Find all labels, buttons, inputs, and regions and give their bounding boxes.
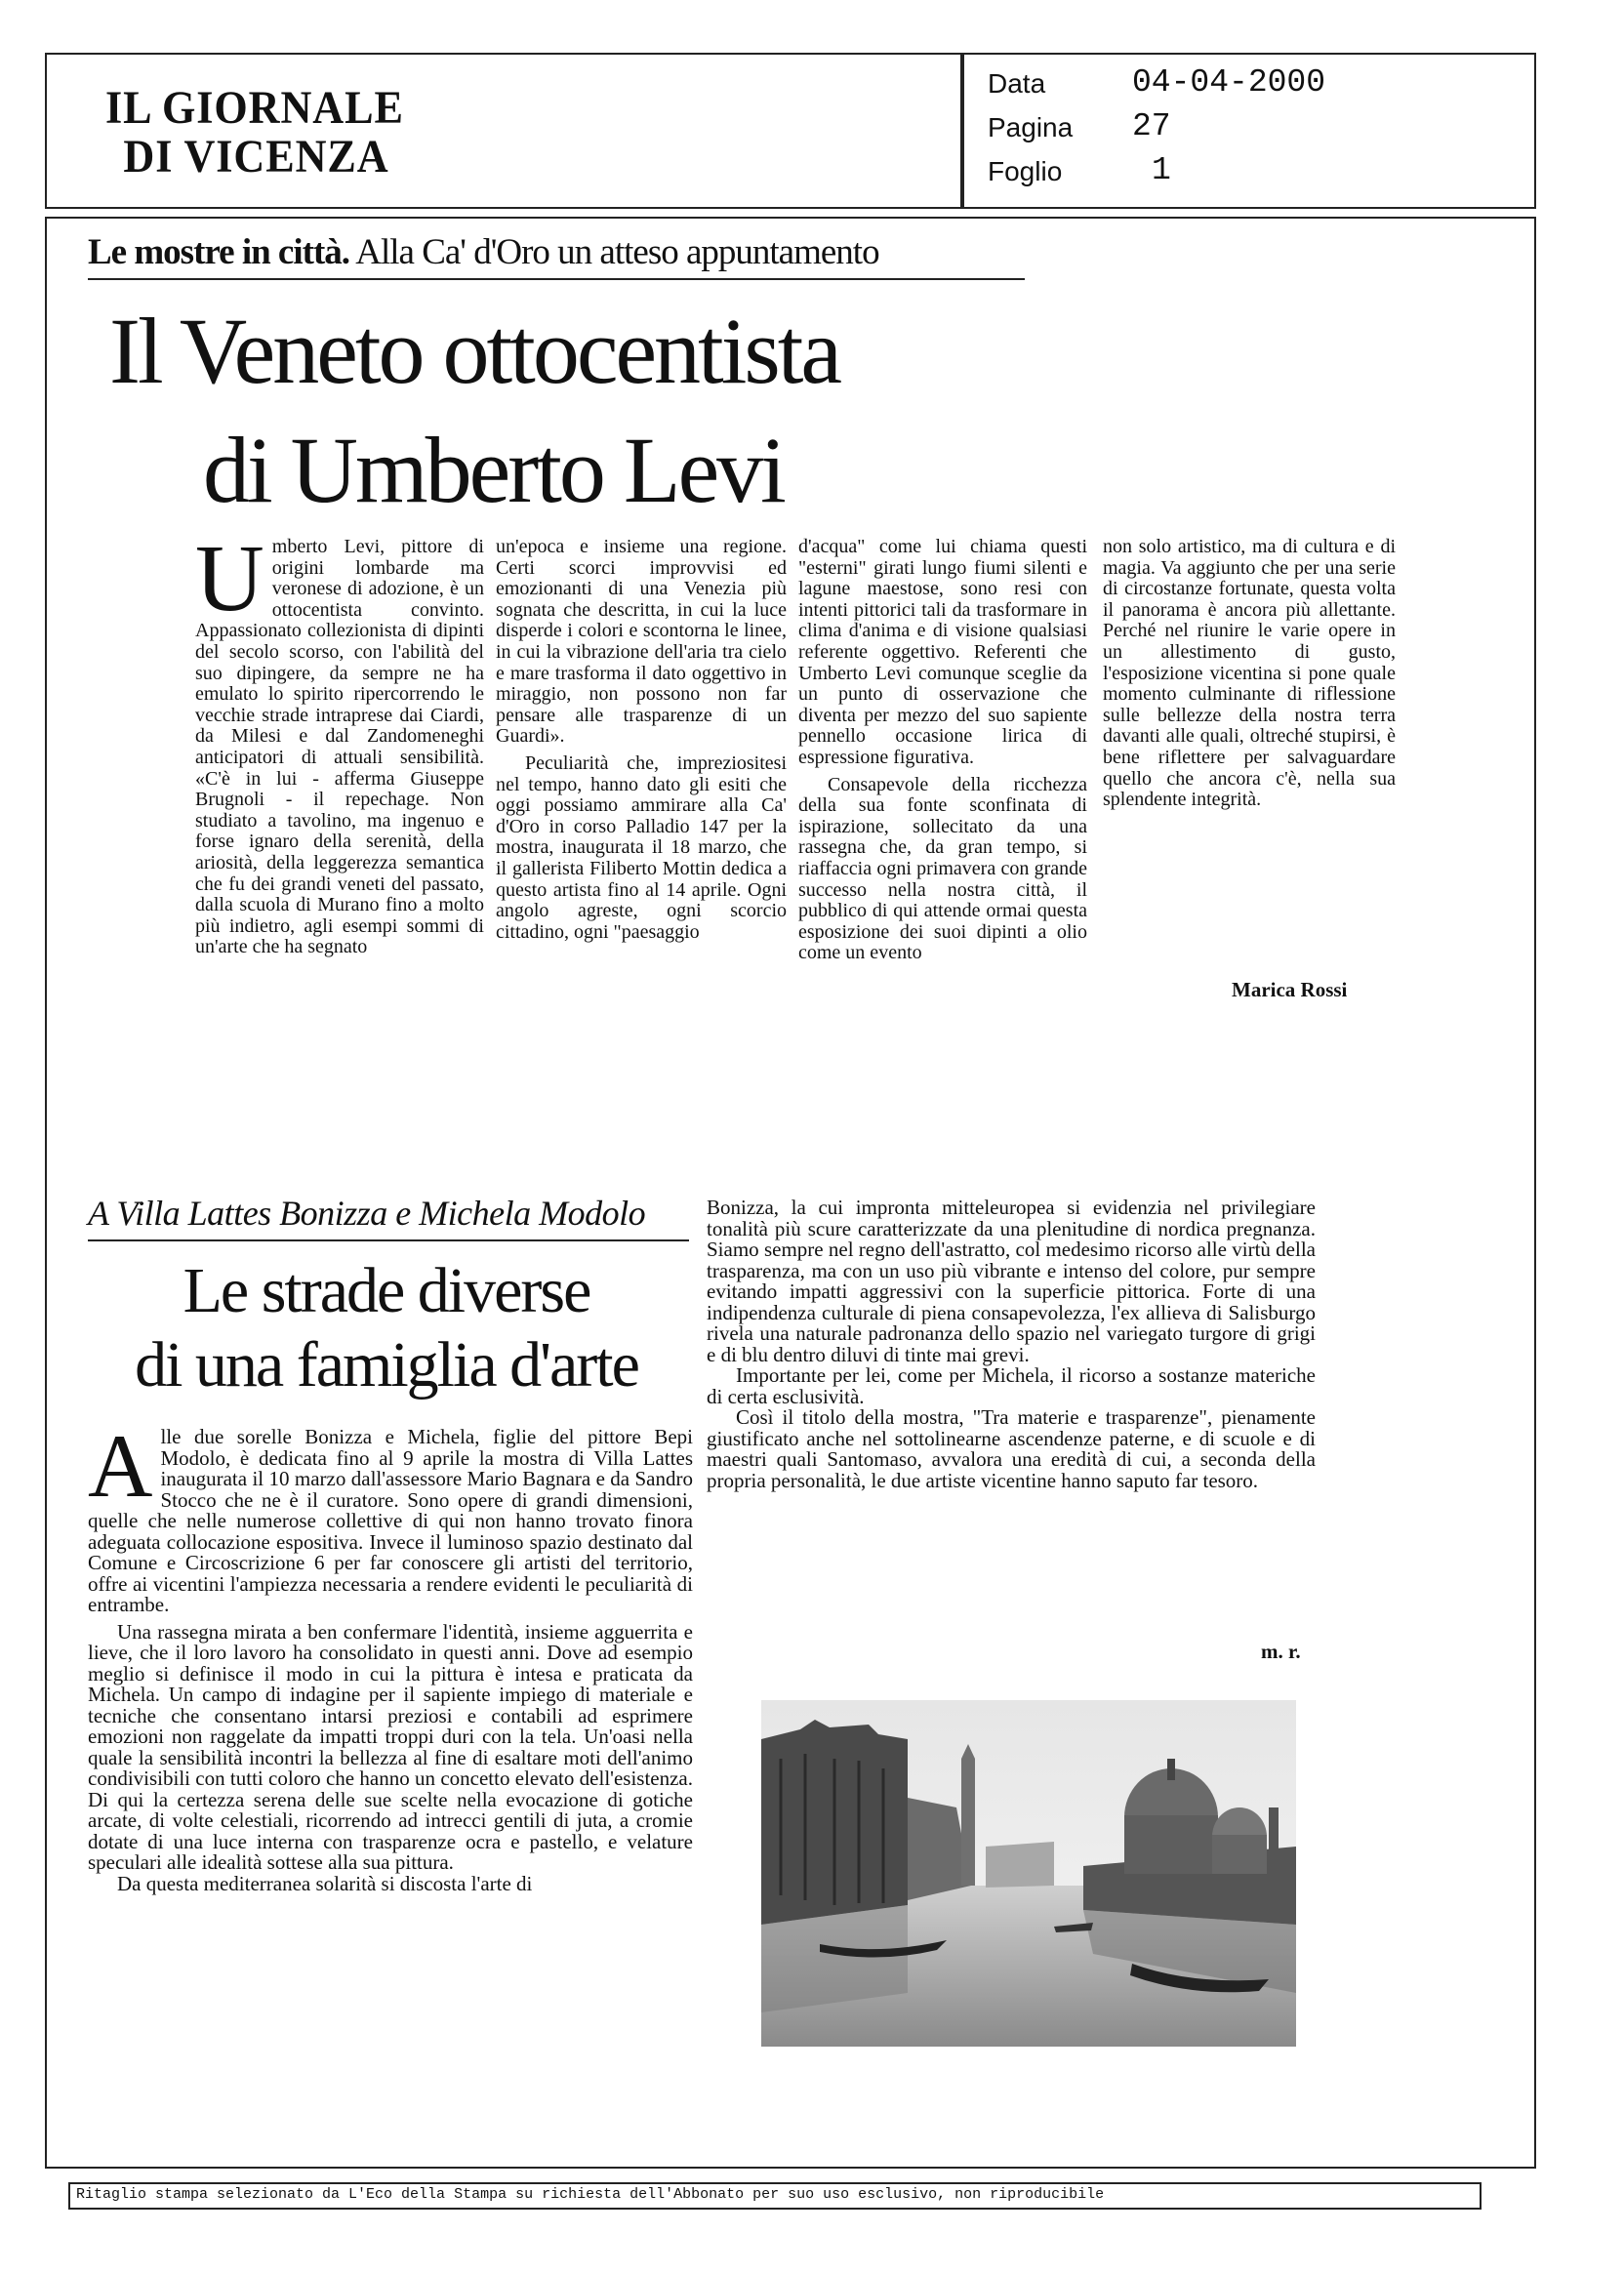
article1-col2-paragraph-2: Peculiarità che, impreziositesi nel tempo, hanno dato gli esiti che oggi possiamo ammirare alla Ca' d'Oro in corso Palladio 147 per la mostra, inaugurata il 18 marzo, che il gallerista Filiberto Mottin dedica a questo artista fino al 14 aprile. Ogni angolo agreste, ogni scorcio cittadino, ogni "paesaggio [496, 751, 787, 943]
footer-text: Ritaglio stampa selezionato da L'Eco della Stampa su richiesta dell'Abbonato per suo uso esclusivo, non riproducibile [76, 2186, 1105, 2203]
article1-kicker-rule [88, 278, 1025, 280]
article1-column-3 [798, 537, 1087, 1157]
article1-column-4 [1103, 537, 1396, 986]
article1-col4-paragraph-1: non solo artistico, ma di cultura e di magia. Va aggiunto che per una serie di circostanze fortunate, questa volta il panorama è ancora più allettante. Perché nel riunire le varie opere in un allestimento di gusto, l'esposizione vicentina si pone quale momento culminante di riflessione sulle bellezze della nostra terra davanti alle quali, oltreché stupirsi, è bene riflettere per salvaguardare quello che ancora c'è, nella sua splendente integrità. [1103, 537, 1396, 811]
article1-byline: Marica Rossi [1232, 978, 1348, 1001]
article2-right-paragraph-1: Bonizza, la cui impronta mitteleuropea si evidenzia nel privilegiare tonalità più scure caratterizzate da una plenitudine di nordica pregnanza. Siamo sempre nel regno dell'astratto, col medesimo ricorso alle virtù della trasparenza, ma con un uso più vibrante e intenso del colore, pur sempre evitando impatti aggressivi con la superficie pittorica. Forte di una indipendenza culturale di piena consapevolezza, l'ex allieva di Salisburgo rivela una naturale padronanza dello spazio nel variegato turgore di grigi e di blu dentro diluvi di tinte mai grevi. [707, 1198, 1316, 1366]
article1-col1-paragraph: mberto Levi, pittore di origini lombarde ma veronese di adozione, è un ottocentista convinto. Appassionato collezionista di dipinti del secolo scorso, con l'abilità del suo dipingere, da sempre ne ha emulato lo spirito ripercorrendo le vecchie strade intraprese dai Ciardi, da Milesi e dal Zandomeneghi anticipatori di attuali sensibilità. «C'è in lui - afferma Giuseppe Brugnoli - il repechage. Non studiato a tavolino, ma ingenuo e forse ignaro della serenità, della ariosità, della leggerezza semantica che fu dei grandi veneti del passato, dalla scuola di Murano fino a molto più indietro, agli esempi sommi di un'arte che ha segnato [195, 537, 484, 958]
meta-sheet-value: 1 [1152, 152, 1171, 188]
article2-headline-line1: Le strade diverse [183, 1255, 590, 1326]
venice-photo [761, 1700, 1296, 2047]
article2-dropcap: A [88, 1427, 153, 1516]
article1-kicker-rest: Alla Ca' d'Oro un atteso appuntamento [349, 232, 879, 272]
article1-col3-paragraph-1: d'acqua" come lui chiama questi "esterni" girati lungo fiumi silenti e lagune maestose, sono resi con intenti pittorici tali da trasformare in clima d'anima e di visione qualsiasi referente oggettivo. Referenti che Umberto Levi comunque sceglie da un punto di osservazione che diventa per mezzo del suo sapiente pennello occasione lirica di espressione figurativa. [798, 537, 1087, 768]
article1-kicker-bold: Le mostre in città. [88, 232, 350, 272]
article1-headline-line2: di Umberto Levi [203, 418, 784, 522]
article1-column-2 [496, 537, 787, 1157]
article1-dropcap: U [195, 537, 264, 631]
masthead-line1: IL GIORNALE [105, 82, 404, 134]
article2-left-column [88, 1427, 693, 2100]
meta-page-value: 27 [1132, 108, 1171, 144]
article2-byline: m. r. [1261, 1640, 1301, 1663]
article2-kicker: A Villa Lattes Bonizza e Michela Modolo [88, 1194, 646, 1233]
meta-date-label: Data [988, 68, 1046, 99]
article1-column-1 [195, 537, 484, 1157]
article2-right-column [707, 1198, 1316, 1656]
meta-sheet-label: Foglio [988, 156, 1063, 186]
meta-date-value: 04-04-2000 [1132, 64, 1326, 101]
article2-left-paragraph-2: Una rassegna mirata a ben confermare l'identità, insieme agguerrita e lieve, che il loro lavoro ha consolidato in questi anni. Dove ad esempio meglio si definisce il modo in cui la pittura è intesa e praticata da Michela. Un campo di indagine per il sapiente impiego di materiale e tecniche che consentano intarsi preziosi e contabili ad esprimere emozioni non raggelate da impatti troppi duri con la tela. Un'oasi nella quale la sensibilità incontri la bellezza al fine di esaltare moti dell'animo condivisibili con tutti coloro che hanno un concetto elevato dell'esistenza. Di qui la certezza serena delle sue scelte nella evocazione di gotiche arcate, di volte celestiali, ricorrendo ad intrecci gentili di juta, a cromie dotate di una luce interna con trasparenze ocra e pastello, e velature speculari alle idealità sottese alla sua pittura. [88, 1619, 693, 1874]
article2-left-paragraph-1: lle due sorelle Bonizza e Michela, figlie del pittore Bepi Modolo, è dedicata fino al 9 aprile la mostra di Villa Lattes inaugurata il 10 marzo dall'assessore Mario Bagnara e da Sandro Stocco che ne è il curatore. Sono opere di grandi dimensioni, quelle che nelle numerose collettive di qui non hanno trovato finora adeguata collocazione espositiva. Invece il luminoso spazio destinato dal Comune e Circoscrizione 6 per far conoscere gli artisti del territorio, offre ai vicentini l'ampiezza necessaria a rendere evidenti le peculiarità di entrambe. [88, 1427, 693, 1616]
article1-col3-paragraph-2: Consapevole della ricchezza della sua fonte sconfinata di ispirazione, sollecitato da una rassegna che, da gran tempo, si riaffaccia ogni primavera con grande successo nella nostra città, il pubblico di qui attende ormai questa esposizione dei suoi dipinti a olio come un evento [798, 773, 1087, 964]
article2-right-paragraph-3: Così il titolo della mostra, "Tra materie e trasparenze", pienamente giustificato anche nel sottolinearne ascendenze paterne, e di scuole e di maestri quali Santomaso, avvalora una eredità di cui, a seconda della propria personalità, le due artiste vicentine hanno saputo far tesoro. [707, 1405, 1316, 1492]
article2-headline-line2: di una famiglia d'arte [135, 1329, 638, 1401]
meta-page-label: Pagina [988, 112, 1074, 142]
article1-col2-paragraph-1: un'epoca e insieme una regione. Certi scorci improvvisi ed emozionanti di una Venezia più sognata che descritta, in cui la luce disperde i colori e scontorna le linee, in cui la vibrazione dell'aria tra cielo e mare trasforma il dato oggettivo in miraggio, non possono non far pensare alle trasparenze di un Guardi». [496, 537, 787, 748]
article1-headline-line1: Il Veneto ottocentista [109, 299, 840, 403]
article2-left-paragraph-3: Da questa mediterranea solarità si discosta l'arte di [117, 1871, 533, 1895]
article2-kicker-rule [88, 1239, 689, 1241]
article2-right-paragraph-2: Importante per lei, come per Michela, il ricorso a sostanze materiche di certa esclusività. [707, 1363, 1316, 1408]
masthead-line2: DI VICENZA [123, 131, 389, 183]
article1-kicker [88, 231, 879, 273]
masthead [105, 84, 429, 182]
